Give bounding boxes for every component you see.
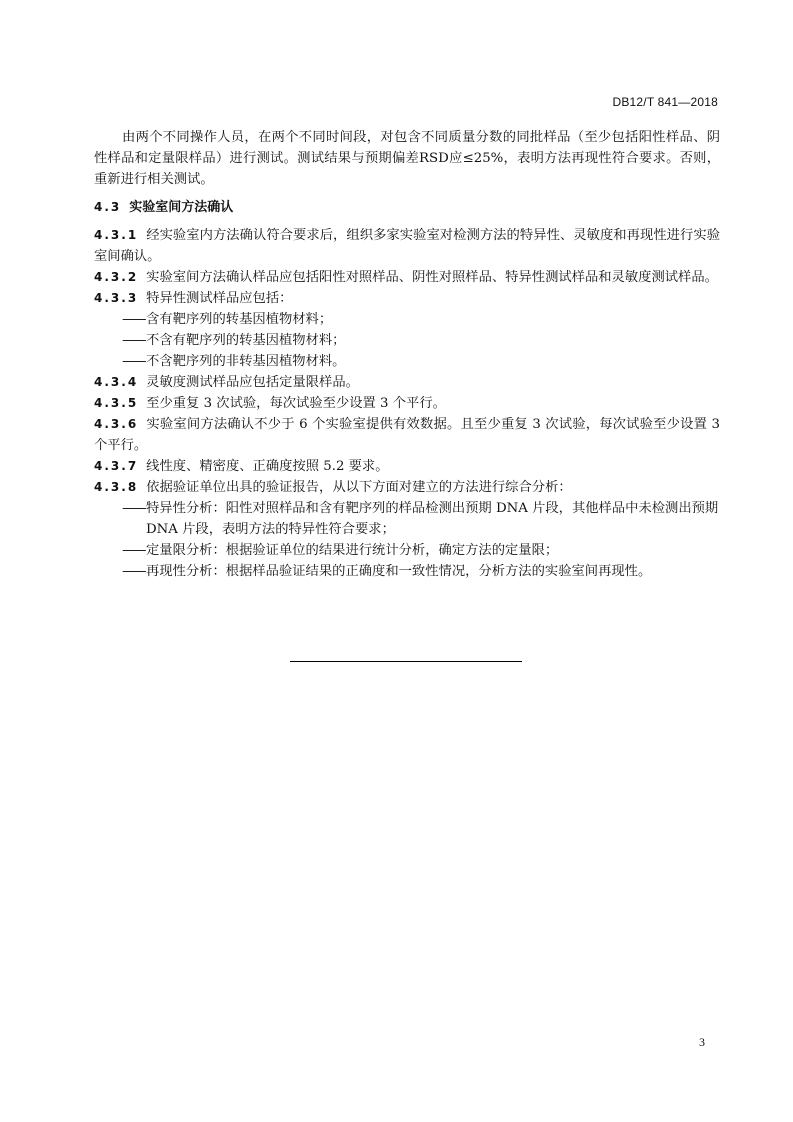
section-title: 实验室间方法确认 — [129, 200, 234, 215]
list-item — [94, 498, 720, 540]
clause-4-3-1 — [94, 225, 720, 267]
list-item-text: 特异性分析：阳性对照样品和含有靶序列的样品检测出预期 DNA 片段，其他样品中未检测出预期 DNA 片段，表明方法的特异性符合要求； — [146, 501, 719, 537]
clause-text: 实验室间方法确认样品应包括阳性对照样品、阴性对照样品、特异性测试样品和灵敏度测试样品。 — [146, 270, 718, 285]
clause-4-3-8 — [94, 477, 720, 498]
document-code: DB12/T 841—2018 — [612, 95, 718, 109]
page-number: 3 — [699, 1035, 705, 1049]
list-item-text: 定量限分析：根据验证单位的结果进行统计分析，确定方法的定量限； — [146, 543, 559, 558]
clause-4-3-7 — [94, 456, 720, 477]
clause-number: 4.3.2 — [94, 270, 139, 284]
end-of-document-rule — [290, 661, 522, 662]
clause-number: 4.3.1 — [94, 228, 139, 242]
clause-4-3-4 — [94, 372, 720, 393]
clause-number: 4.3.3 — [94, 291, 139, 305]
list-item — [94, 561, 720, 582]
clause-text: 特异性测试样品应包括： — [146, 291, 293, 306]
clause-text: 实验室间方法确认不少于 6 个实验室提供有效数据。且至少重复 3 次试验，每次试验至少设置 3 个平行。 — [94, 417, 720, 453]
clause-text: 依据验证单位出具的验证报告，从以下方面对建立的方法进行综合分析： — [146, 480, 572, 495]
dash-marker: —— — [122, 333, 145, 348]
clause-number: 4.3.8 — [94, 480, 139, 494]
clause-4-3-6 — [94, 414, 720, 456]
clause-text: 经实验室内方法确认符合要求后，组织多家实验室对检测方法的特异性、灵敏度和再现性进行实验室间确认。 — [94, 228, 720, 264]
clause-number: 4.3.6 — [94, 417, 139, 431]
clause-4-3-3 — [94, 288, 720, 309]
list-item — [94, 540, 720, 561]
clause-number: 4.3.5 — [94, 396, 139, 410]
dash-marker: —— — [122, 564, 145, 579]
section-number: 4.3 — [94, 200, 122, 214]
dash-marker: —— — [122, 354, 145, 369]
page-content — [94, 127, 720, 582]
dash-marker: —— — [122, 543, 145, 558]
list-item-text: 含有靶序列的转基因植物材料； — [146, 312, 333, 327]
list-item — [94, 351, 720, 372]
clause-4-3-2 — [94, 267, 720, 288]
clause-number: 4.3.4 — [94, 375, 139, 389]
list-item-text: 不含靶序列的非转基因植物材料。 — [146, 354, 346, 369]
clause-text: 线性度、精密度、正确度按照 5.2 要求。 — [146, 459, 389, 474]
intro-paragraph: 由两个不同操作人员，在两个不同时间段，对包含不同质量分数的同批样品（至少包括阳性样品、阴性样品和定量限样品）进行测试。测试结果与预期偏差RSD应≤25%，表明方法再现性符合要求。否则，重新进行相关测试。 — [94, 130, 720, 187]
clause-text: 至少重复 3 次试验，每次试验至少设置 3 个平行。 — [146, 396, 446, 411]
list-item-text: 再现性分析：根据样品验证结果的正确度和一致性情况，分析方法的实验室间再现性。 — [146, 564, 652, 579]
section-heading — [94, 197, 720, 218]
list-item — [94, 330, 720, 351]
dash-marker: —— — [122, 312, 145, 327]
clause-text: 灵敏度测试样品应包括定量限样品。 — [146, 375, 359, 390]
dash-marker: —— — [122, 501, 145, 516]
clause-4-3-5 — [94, 393, 720, 414]
list-item-text: 不含有靶序列的转基因植物材料； — [146, 333, 346, 348]
clause-number: 4.3.7 — [94, 459, 139, 473]
list-item — [94, 309, 720, 330]
